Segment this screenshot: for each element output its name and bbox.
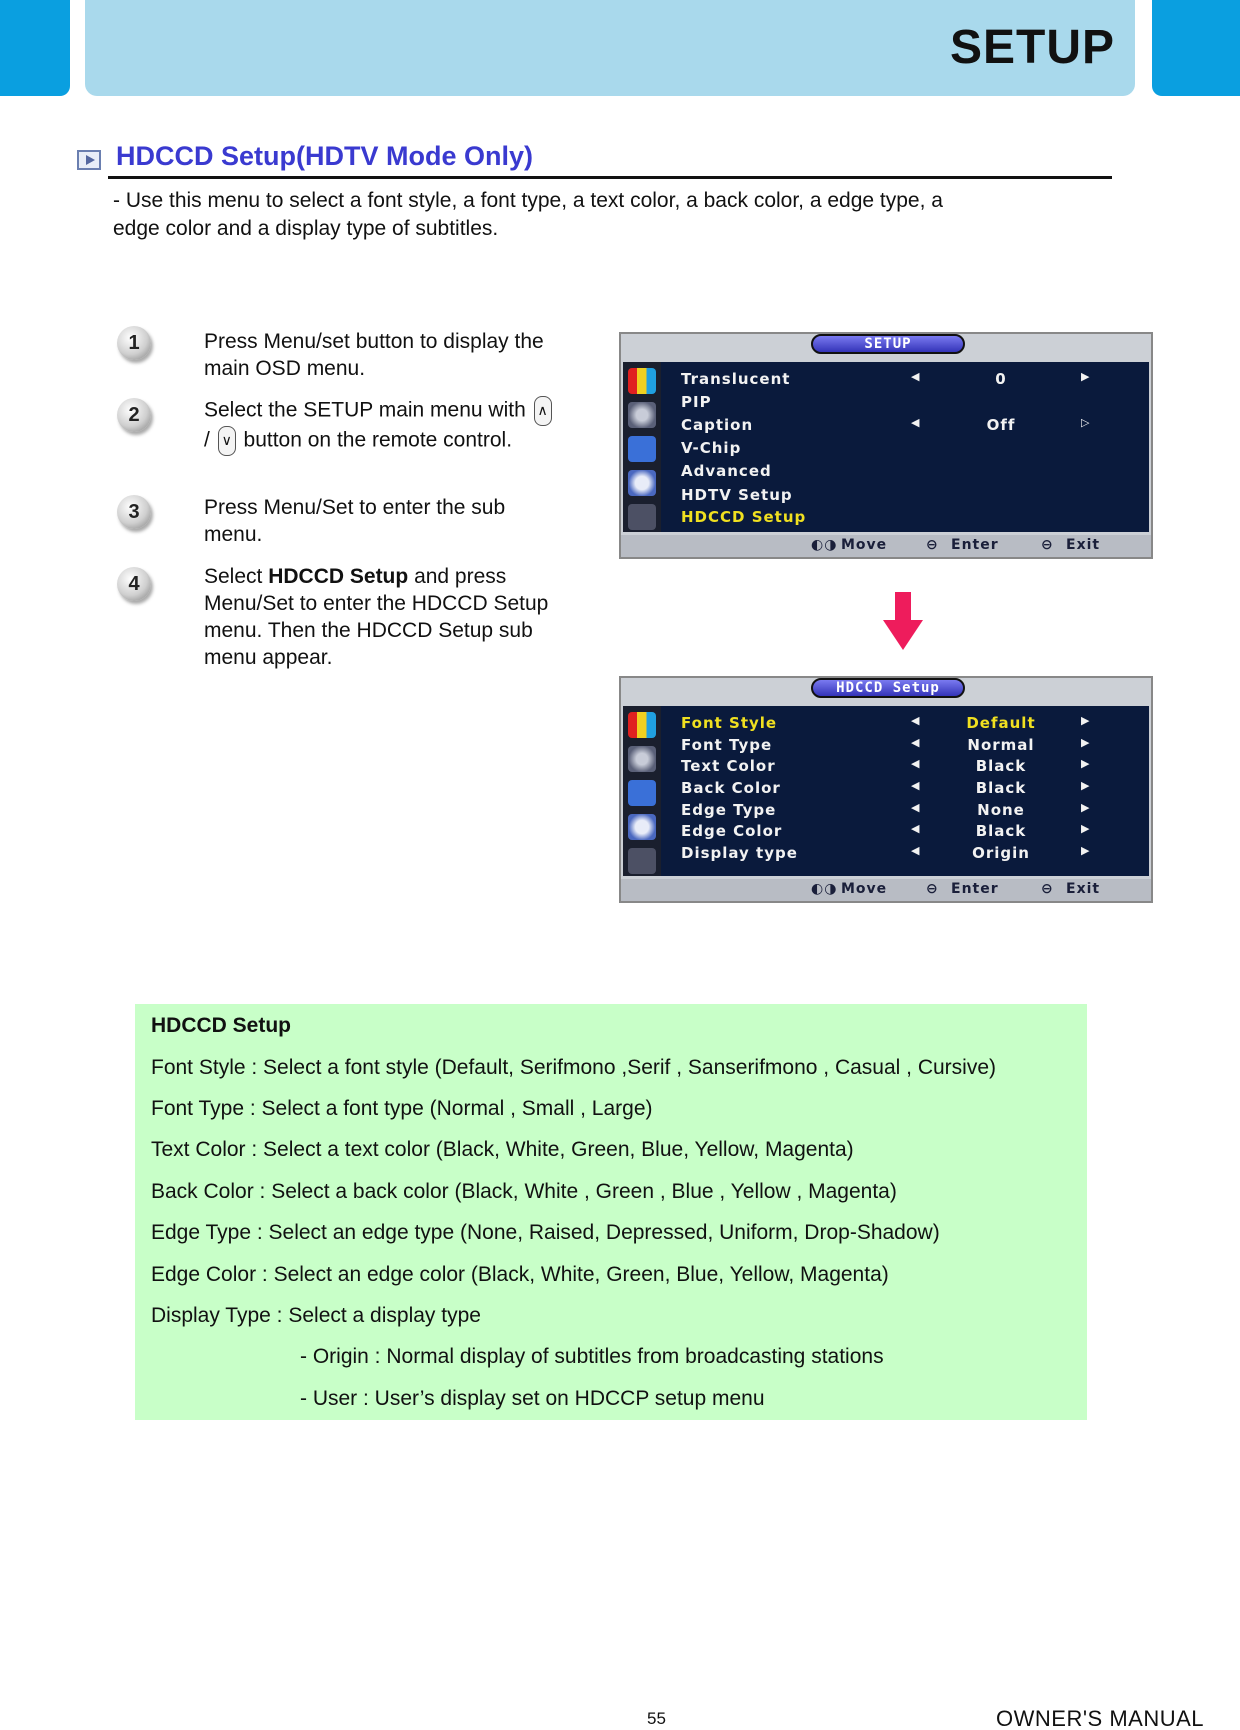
osd-row-label: PIP xyxy=(681,393,712,411)
step-3-badge: 3 xyxy=(117,495,151,529)
info-line: - User : User’s display set on HDCCP setup menu xyxy=(300,1387,765,1410)
header-right-tab xyxy=(1152,0,1240,96)
move-icon: ◐◑ xyxy=(811,537,838,553)
osd-exit-label: Exit xyxy=(1066,881,1101,897)
down-arrow-icon xyxy=(883,592,923,650)
osd-row-label: Edge Color xyxy=(681,822,783,840)
osd-row-label: V-Chip xyxy=(681,439,742,457)
right-arrow-icon: ▶ xyxy=(1081,757,1091,770)
manual-label: OWNER'S MANUAL xyxy=(996,1706,1204,1730)
osd-row[interactable] xyxy=(681,801,1141,823)
step-4-text xyxy=(204,563,559,671)
osd-setup-panel xyxy=(661,362,1149,532)
osd-row-label: Caption xyxy=(681,416,754,434)
tools-icon xyxy=(628,436,656,462)
osd-move-label: Move xyxy=(841,537,888,553)
osd-row-label: Font Type xyxy=(681,736,773,754)
osd-row[interactable] xyxy=(681,779,1141,801)
left-arrow-icon: ◀ xyxy=(911,416,921,429)
enter-icon: ⊖ xyxy=(926,881,939,897)
step-4-pre: Select xyxy=(204,565,263,588)
left-arrow-icon: ◀ xyxy=(911,779,921,792)
header-left-tab xyxy=(0,0,70,96)
left-arrow-icon: ◀ xyxy=(911,757,921,770)
osd-row-label: Edge Type xyxy=(681,801,777,819)
osd-row-value: Normal xyxy=(967,736,1035,754)
down-key-icon: ∨ xyxy=(218,426,236,456)
right-arrow-icon: ▶ xyxy=(1081,370,1091,383)
osd-row-value: 0 xyxy=(995,370,1007,388)
osd-row-value: Black xyxy=(975,822,1027,840)
osd-row-label: HDTV Setup xyxy=(681,486,793,504)
exit-icon: ⊖ xyxy=(1041,537,1054,553)
right-arrow-icon: ▷ xyxy=(1081,416,1091,429)
left-arrow-icon: ◀ xyxy=(911,822,921,835)
osd-row[interactable] xyxy=(681,439,1141,461)
info-line: Font Type : Select a font type (Normal , Small , Large) xyxy=(151,1097,653,1120)
tv-icon xyxy=(628,504,656,530)
clock-icon xyxy=(628,814,656,840)
exit-icon: ⊖ xyxy=(1041,881,1054,897)
right-arrow-icon: ▶ xyxy=(1081,844,1091,857)
section-intro xyxy=(113,187,1063,243)
osd-footer xyxy=(621,879,1151,901)
header-bar xyxy=(85,0,1135,96)
osd-enter-label: Enter xyxy=(951,881,999,897)
osd-row[interactable] xyxy=(681,736,1141,758)
osd-footer xyxy=(621,535,1151,557)
info-line: Edge Type : Select an edge type (None, Raised, Depressed, Uniform, Drop-Shadow) xyxy=(151,1221,940,1244)
step-2-post: button on the remote control. xyxy=(243,428,513,452)
header-title: SETUP xyxy=(949,21,1115,74)
info-line: Text Color : Select a text color (Black, White, Green, Blue, Yellow, Magenta) xyxy=(151,1138,854,1161)
osd-row-label: Font Style xyxy=(681,714,778,732)
picture-icon xyxy=(628,712,656,738)
play-icon xyxy=(77,150,101,170)
right-arrow-icon: ▶ xyxy=(1081,714,1091,727)
osd-sidebar xyxy=(623,362,661,532)
enter-icon: ⊖ xyxy=(926,537,939,553)
info-line: Edge Color : Select an edge color (Black, White, Green, Blue, Yellow, Magenta) xyxy=(151,1263,889,1286)
step-2-pre: Select the SETUP main menu with xyxy=(204,398,526,422)
up-key-icon: ∧ xyxy=(534,396,552,426)
right-arrow-icon: ▶ xyxy=(1081,822,1091,835)
intro-line-2: edge color and a display type of subtitles. xyxy=(113,217,499,240)
osd-setup-title: SETUP xyxy=(811,334,965,354)
left-arrow-icon: ◀ xyxy=(911,370,921,383)
osd-setup-screen xyxy=(619,332,1153,559)
step-4-post: and press Menu/Set to enter the HDCCD Setup menu. Then the HDCCD Setup sub menu appear. xyxy=(204,565,549,669)
osd-row[interactable] xyxy=(681,393,1141,415)
right-arrow-icon: ▶ xyxy=(1081,736,1091,749)
osd-hdccd-screen xyxy=(619,676,1153,903)
left-arrow-icon: ◀ xyxy=(911,844,921,857)
left-arrow-icon: ◀ xyxy=(911,714,921,727)
section-title: HDCCD Setup(HDTV Mode Only) xyxy=(116,141,533,171)
osd-row[interactable] xyxy=(681,416,1141,438)
page-number: 55 xyxy=(647,1709,666,1728)
osd-move-label: Move xyxy=(841,881,888,897)
osd-hdccd-title: HDCCD Setup xyxy=(811,678,965,698)
sound-icon xyxy=(628,746,656,772)
osd-row[interactable] xyxy=(681,757,1141,779)
osd-row-label: Advanced xyxy=(681,462,772,480)
info-line: Display Type : Select a display type xyxy=(151,1304,481,1327)
info-box xyxy=(135,1004,1087,1420)
left-arrow-icon: ◀ xyxy=(911,801,921,814)
right-arrow-icon: ▶ xyxy=(1081,801,1091,814)
osd-row[interactable] xyxy=(681,370,1141,392)
osd-enter-label: Enter xyxy=(951,537,999,553)
osd-row-value: Black xyxy=(975,779,1027,797)
osd-row-label: Back Color xyxy=(681,779,781,797)
step-1-badge: 1 xyxy=(117,326,151,360)
move-icon: ◐◑ xyxy=(811,881,838,897)
osd-sidebar xyxy=(623,706,661,876)
osd-row-label: HDCCD Setup xyxy=(681,508,807,526)
osd-row-selected[interactable] xyxy=(681,508,1141,530)
osd-row[interactable] xyxy=(681,486,1141,508)
osd-row-value: Off xyxy=(986,416,1016,434)
tv-icon xyxy=(628,848,656,874)
osd-row-label: Text Color xyxy=(681,757,776,775)
left-arrow-icon: ◀ xyxy=(911,736,921,749)
clock-icon xyxy=(628,470,656,496)
osd-exit-label: Exit xyxy=(1066,537,1101,553)
osd-row-label: Translucent xyxy=(681,370,791,388)
osd-hdccd-panel xyxy=(661,706,1149,876)
step-2-badge: 2 xyxy=(117,398,151,432)
step-2-slash: / xyxy=(204,428,210,452)
picture-icon xyxy=(628,368,656,394)
tools-icon xyxy=(628,780,656,806)
step-1-text: Press Menu/set button to display the main OSD menu. xyxy=(204,330,544,380)
osd-row-value: None xyxy=(977,801,1025,819)
osd-row[interactable] xyxy=(681,462,1141,484)
osd-row-value: Origin xyxy=(972,844,1030,862)
osd-row-value: Default xyxy=(966,714,1036,732)
intro-line-1: - Use this menu to select a font style, a font type, a text color, a back color, a edge type, a xyxy=(113,189,943,212)
sound-icon xyxy=(628,402,656,428)
osd-row[interactable] xyxy=(681,822,1141,844)
info-line: Back Color : Select a back color (Black, White , Green , Blue , Yellow , Magenta) xyxy=(151,1180,897,1203)
step-4-badge: 4 xyxy=(117,567,151,601)
osd-row-label: Display type xyxy=(681,844,798,862)
info-line: Font Style : Select a font style (Default, Serifmono ,Serif , Sanserifmono , Casual , Cursive) xyxy=(151,1056,997,1079)
osd-row-selected[interactable] xyxy=(681,714,1141,736)
step-2-text xyxy=(204,396,559,456)
osd-row-value: Black xyxy=(975,757,1027,775)
osd-row[interactable] xyxy=(681,844,1141,866)
right-arrow-icon: ▶ xyxy=(1081,779,1091,792)
step-3-text: Press Menu/Set to enter the sub menu. xyxy=(204,496,506,546)
step-4-bold: HDCCD Setup xyxy=(268,565,409,588)
info-title: HDCCD Setup xyxy=(151,1014,291,1037)
info-line: - Origin : Normal display of subtitles from broadcasting stations xyxy=(300,1345,884,1368)
section-divider xyxy=(108,176,1112,179)
